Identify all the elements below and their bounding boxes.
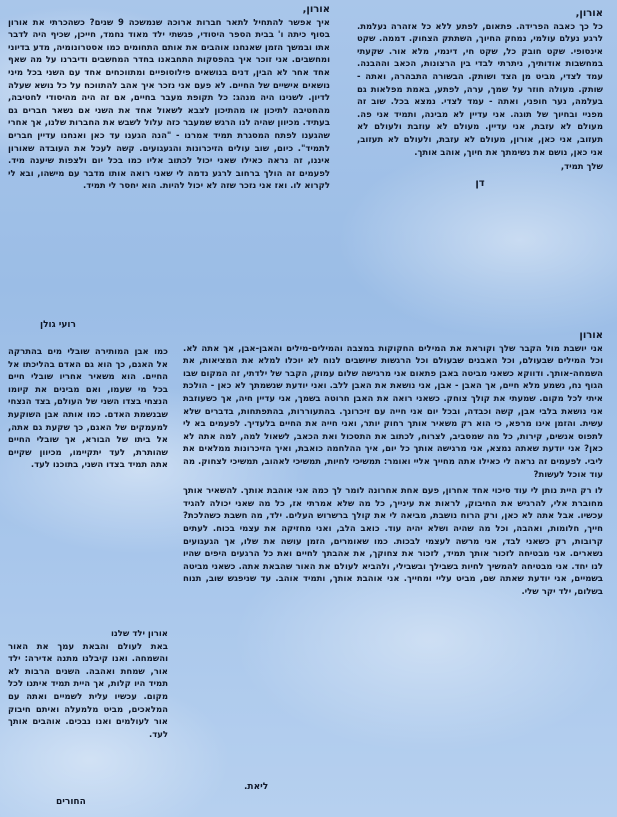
letter-top-right [357, 8, 603, 190]
poem-text: כמו אבן המותירה שובלי מים בהתרקה אל האגם, כך הוא גם האדם בהליכתו אל החיים. הוא משאיר אחריו שובלי חיים בכל מי שעמו, ואם מבינים את קיומו הנצחי בצדו השני של העולם, בצד הנצחי שבנשמת האדם. כמו אותה אבן השוקעת למעמקים של האגם, כך שקעת גם אתה, אל ביתו של הבורא, אך שובלי החיים שהותרת, לעד יתקיימו, מכיוון שקיים אתה תמיד בצדו השני, בתוכנו לעד. [8, 347, 168, 471]
poem-signature: החורים [56, 797, 86, 807]
letter-body: כל כך כאבה הפרידה. פתאום, לפתע ללא כל אזהרה נעלמת. לרגע נעלם עולמי, נמחק החיוך, השתתק הצחוק. דממה. שקט אינסופי. שקט חובק כל, שקט חי, דינמי, מלא אור. שקעתי במחשבות אודותיך, ניתרתי לבדי בין הרצונות, הכאב וההבנה. עמד לצדי, מביט מן הצד ושותק. הבשורה התבהרה, ואתה - שותק. מעולה חוזר על שמך, ערה, לפתע, באמת מפלאות גם בעלמה, נער חופני, ואתה - עמד לצדי. נמצא בכל. שוב זה מפניי ובחיוך של תוגה. אני עדיין לא מבינה, ותמיד אני פה. מעולם לא עזבת, אני עדיין. מעולם לא עוזבת ולעולם לא תעזוב, אני כאן, אורון, מעולם לא עזבת, ולעולם לא תעזוב, אני כאן, נושם את נשימתך את חיוך, אוהב אותך. [357, 21, 603, 158]
letter-signature: רועי גולן [40, 320, 76, 330]
poem-bottom-left [8, 628, 168, 741]
letter-top-left [8, 4, 330, 193]
letter-signature: דן [475, 177, 485, 189]
letter-greeting: אורון, [575, 8, 603, 19]
letter-body-paragraph: לו רק היית נותן לי עוד סיכוי אחד אחרון, פעם אחת אחרונה לומר לך כמה אני אוהבת אותך. להשאיר אותך מחוברת אלי, להרגיש את החיבוק, לראות את עינייך, כל מה שלא אמרתי אז, כל מה שאני יכולה להגיד עכשיו. אבל אתה לא כאן, ורק הרוח נושבת, מביאה לי את קולך ברשרוש העלים. ילד, מה חשבת כשהלכת? חייך, חלומות, ואהבה, וכל מה שהיה ושלא יהיה עוד. כואב הלב, ואני מחזיקה את עצמי בכוח. לעתים קרובות, רק כשאני לבד, אני מרשה לעצמי לבכות. כמו שאומרים, הזמן עושה את שלו, אך הגעגועים נשארים. אני מבטיחה לזכור אותך תמיד, לזכור את צחוקך, את אהבתך לחיים ואת כל הרגעים היפים שהיו לנו יחד. אני מבטיחה להמשיך לחיות בשבילך ובשבילי, ולהביא לעולם את האור שהבאת אתה. כשאני מביטה בשמיים, אני יודעת שאתה שם, מביט עליי ומחייך. אני אוהבת אותך, ותמיד אוהב. עד שניפגש שוב, תנוח בשלום, ילד יקר שלי. [183, 486, 603, 597]
letter-greeting: אורון, [302, 4, 330, 15]
poem-text: אורון ילד שלנו באת לעולם והבאת עמך את האור והשמחה. ואנו קיבלנו מתנה אדירה: ילד אור, שמחת ואהבה. השנים הרבות לא תמיד היו קלות, אך היית תמיד איתנו לכל מקום. עכשיו עלית לשמיים ואתה עם המלאכים, מביט מלמעלה ואיתם חיבוק אור לעולמים ואנו נבכים. אוהבים אותך לעד. [8, 629, 168, 740]
letter-signature: ליאת. [244, 782, 269, 792]
letter-closing: שלך תמיד, [560, 162, 603, 173]
poem-right-column [8, 346, 168, 472]
letter-greeting: אורון [579, 330, 603, 341]
letter-body: איך אפשר להתחיל לתאר חברות ארוכה שנמשכה 9 שנים? כשהכרתי את אורון בסוף כיתה ו' בבית הספר היסודי, פגשתי ילד מאוד נחמד, חייכן, שכיף היה לדבר אתו ובמשך הזמן שאנחנו אוהבים את אותם התחומים כמו אסטרונומיה, מדע בדיוני ומחשבים. אני זוכר איך בהפסקות התחבאנו בחדר המחשבים ודיברנו על מה שאף אחד אחר לא הבין, דנים בנושאים פילוסופיים ומתווכחים אחד עם השני בכל מיני נושאים אישיים של החיים. לא פעם אני נזכר איך אהב להתווכח על כל נושא שעלה לדיון. לשנינו היה מנהג: כל תקופת מעבר בחיים, אם זה היה מהיסודי לחטיבה, מהחטיבה לתיכון או מהתיכון לצבא לשאול אחד את השני אם נשאר חברים גם בעתיד. מכיוון שהיה לנו הרגש שמעבר כזה עלול לשבש את החברות שלנו, אך אחרי שהגענו לפתח המסגרת תמיד אמרנו - "הנה הגענו עד כאן ואנחנו עדיין חברים לתמיד". כיום, שוב עולים הזיכרונות והגעגועים. קשה לעכל את העובדה שאורון איננו, זה נראה כאילו שאני יכול לכתוב אליו כמו בכל יום ולצפות שיענה מיד. לפעמים זה הולך ברחוב לרגע נדמה לי שאני רואה אותו מדבר עם מישהו, ובא לי לקרוא לו. ואז אני נזכר שזה לא יכול להיות. הוא יחסר לי תמיד. [8, 17, 330, 192]
letter-body-paragraph: אני יושבת מול הקבר שלך וקוראת את המילים החקוקות במצבה והמילים-מילים והאבן-אבן, אך אתה לא. וכל המילים שבעולם, וכל האבנים שבעולם וכל הרגשות שיושבים לנוח לא יוכלו למלא את המציאות, את השמחה-אותך. ודווקא כשאני מביטה באבן פתאום אני מרגישה שלום עמוק, הקבר של ילדתי, זה המקום שבו הגוף נח, נשמע מלא חיים, אך האבן - אבן, אני נושאת את האבן ללב. ואני יודעת שנשמתך לא כאן - הולכת איתי לכל מקום. שמעתי את קולך צוחק. כשאני רואה את האבן חרוטה בשמך, אני עדיין חיה, אך כשעוזבת אני נושאת בלבי אבן, קשה וכבדה, ובכל יום אני חייה עם זיכרונך. בהתעוררות, בהתפתחות, בדברים שלא עשית. והזמן אינו מרפא, כי הוא רק משאיר אותך רחוק יותר, ואני חייה את החיים בלעדיך. לפעמים בא לי לתפוס אנשים, קירות, כל מה שמסביב, לצרוח, לכתוב את התסכול ואת הכאב, לשאול למה, למה אתה לא כאן? אני יודעת שאתה נמצא, אני מרגישה אותך כל יום, איך ההלחמה כואבת, ואיך הזיכרונות ממלאים את ליבי. לפעמים זה נראה לי כאילו אתה מחייך אליי ואומר: תמשיכי לחיות, תמשיכי לאהוב, תמשיכי לצחוק. מה עוד אוכל לעשות? [183, 343, 603, 480]
letter-middle [183, 330, 603, 598]
